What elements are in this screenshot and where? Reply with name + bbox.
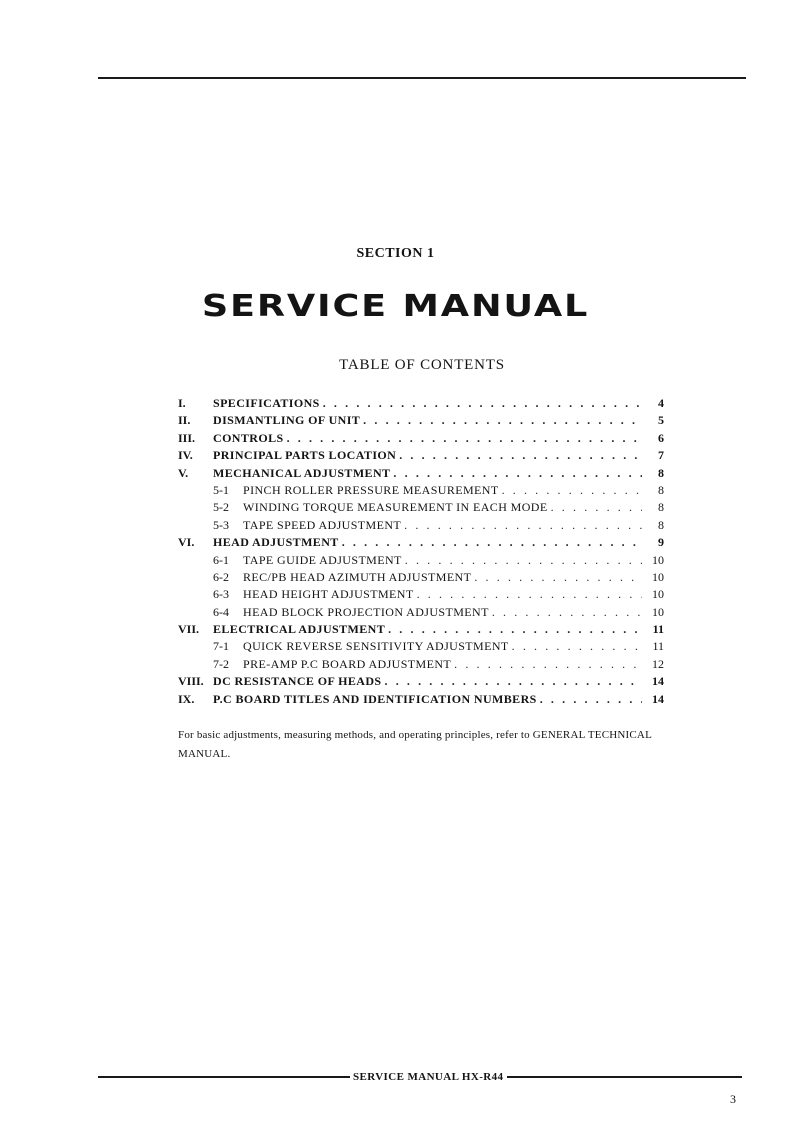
toc-entry-page: 10 [652, 569, 664, 584]
toc-entry-title: SPECIFICATIONS [213, 396, 320, 410]
toc-subentry [178, 586, 664, 603]
page-number: 3 [730, 1092, 736, 1106]
toc-entry-title: DC RESISTANCE OF HEADS [213, 674, 382, 689]
toc-entry-page: 4 [658, 396, 664, 410]
toc-entry [178, 621, 664, 638]
toc-subentry [178, 499, 664, 516]
toc-heading: TABLE OF CONTENTS [339, 357, 505, 373]
toc-entry-page: 10 [652, 587, 664, 602]
toc-entry-number: VII. [178, 622, 200, 637]
dot-leader [509, 638, 642, 655]
toc-entry-title: HEAD HEIGHT ADJUSTMENT [243, 587, 414, 602]
toc-subentry-number: 5-1 [213, 482, 229, 497]
toc-subentry-number: 5-2 [213, 500, 229, 515]
dot-leader [401, 517, 642, 534]
toc-subentry-number: 7-1 [213, 639, 229, 654]
toc-entry-number: IX. [178, 691, 195, 706]
toc-entry [178, 395, 664, 412]
dot-leader [284, 430, 642, 447]
toc-entry-title: PINCH ROLLER PRESSURE MEASUREMENT [243, 482, 499, 497]
footer-rule-left [98, 1076, 350, 1078]
toc-entry-page: 10 [652, 552, 664, 567]
toc-entry-title: MECHANICAL ADJUSTMENT [213, 465, 391, 480]
toc-entry-title: P.C BOARD TITLES AND IDENTIFICATION NUMBERS [213, 691, 537, 706]
toc-entry-page: 6 [658, 430, 664, 445]
footer-rule-right [507, 1076, 742, 1078]
toc-subentry [178, 482, 664, 499]
toc-entry-number: IV. [178, 448, 193, 463]
toc-entry [178, 412, 664, 429]
dot-leader [548, 499, 642, 516]
toc-entry-title: ELECTRICAL ADJUSTMENT [213, 622, 386, 637]
section-label: SECTION 1 [356, 246, 435, 261]
toc-entry [178, 430, 664, 447]
toc-entry-title: PRE-AMP P.C BOARD ADJUSTMENT [243, 656, 452, 671]
toc-entry-title: REC/PB HEAD AZIMUTH ADJUSTMENT [243, 569, 472, 584]
toc-entry-page: 7 [658, 448, 664, 463]
dot-leader [402, 552, 642, 569]
reference-note: For basic adjustments, measuring methods, and operating principles, refer to GENERAL TECHNICAL MANUAL. [178, 729, 652, 760]
toc-entry-page: 12 [652, 656, 664, 671]
toc-entry-title: DISMANTLING OF UNIT [213, 413, 361, 428]
toc-entry [178, 691, 664, 708]
page-title: SERVICE MANUAL [201, 289, 590, 324]
footer-title: SERVICE MANUAL HX-R44 [353, 1071, 504, 1083]
dot-leader [414, 586, 642, 603]
toc-entry-number: I. [178, 396, 186, 410]
dot-leader [339, 534, 642, 551]
toc-entry-title: PRINCIPAL PARTS LOCATION [213, 448, 397, 463]
toc-entry-page: 11 [652, 639, 664, 654]
toc-entry-title: TAPE GUIDE ADJUSTMENT [243, 552, 402, 567]
toc-entry [178, 673, 664, 690]
toc-subentry-number: 6-2 [213, 569, 229, 584]
toc-entry-title: WINDING TORQUE MEASUREMENT IN EACH MODE [243, 500, 548, 515]
toc-subentry-number: 7-2 [213, 656, 229, 671]
toc-subentry [178, 569, 664, 586]
toc-entry [178, 447, 664, 464]
toc-entry [178, 534, 664, 551]
toc-subentry [178, 638, 664, 655]
footer [98, 1069, 742, 1085]
toc-subentry [178, 604, 664, 621]
toc-subentry-number: 6-4 [213, 604, 229, 619]
dot-leader [489, 604, 642, 621]
toc-entry [178, 465, 664, 482]
toc-subentry [178, 517, 664, 534]
toc-subentry [178, 656, 664, 673]
dot-leader [390, 465, 642, 482]
dot-leader [360, 412, 642, 429]
toc-entry-page: 8 [658, 517, 664, 532]
dot-leader [499, 482, 642, 499]
dot-leader [320, 395, 642, 412]
toc-entry-number: V. [178, 465, 189, 480]
dot-leader [396, 447, 642, 464]
dot-leader [385, 621, 642, 638]
toc-entry-page: 14 [652, 674, 664, 689]
toc-entry-title: CONTROLS [213, 430, 284, 445]
toc-entry-page: 14 [652, 691, 664, 706]
toc-entry-page: 8 [658, 500, 664, 515]
toc-entry-title: QUICK REVERSE SENSITIVITY ADJUSTMENT [243, 639, 509, 654]
toc-entry-page: 10 [652, 604, 664, 619]
top-rule [98, 77, 746, 79]
toc-subentry-number: 6-3 [213, 587, 229, 602]
toc-entry-number: VIII. [178, 674, 204, 689]
dot-leader [537, 691, 642, 708]
toc-entry-number: VI. [178, 535, 195, 550]
dot-leader [382, 673, 643, 690]
toc-entry-title: TAPE SPEED ADJUSTMENT [243, 517, 402, 532]
toc-entry-page: 9 [658, 535, 664, 550]
toc-subentry-number: 5-3 [213, 517, 229, 532]
toc-entry-number: III. [178, 430, 196, 445]
toc-entry-page: 11 [652, 622, 664, 637]
toc-subentry [178, 552, 664, 569]
toc-entry-page: 5 [658, 413, 664, 428]
dot-leader [451, 656, 642, 673]
dot-leader [471, 569, 642, 586]
toc-entry-title: HEAD BLOCK PROJECTION ADJUSTMENT [243, 604, 489, 619]
toc-entry-number: II. [178, 413, 191, 428]
table-of-contents [178, 395, 664, 708]
toc-entry-page: 8 [658, 482, 664, 497]
toc-subentry-number: 6-1 [213, 552, 229, 567]
toc-entry-page: 8 [658, 465, 664, 480]
toc-entry-title: HEAD ADJUSTMENT [213, 535, 339, 550]
